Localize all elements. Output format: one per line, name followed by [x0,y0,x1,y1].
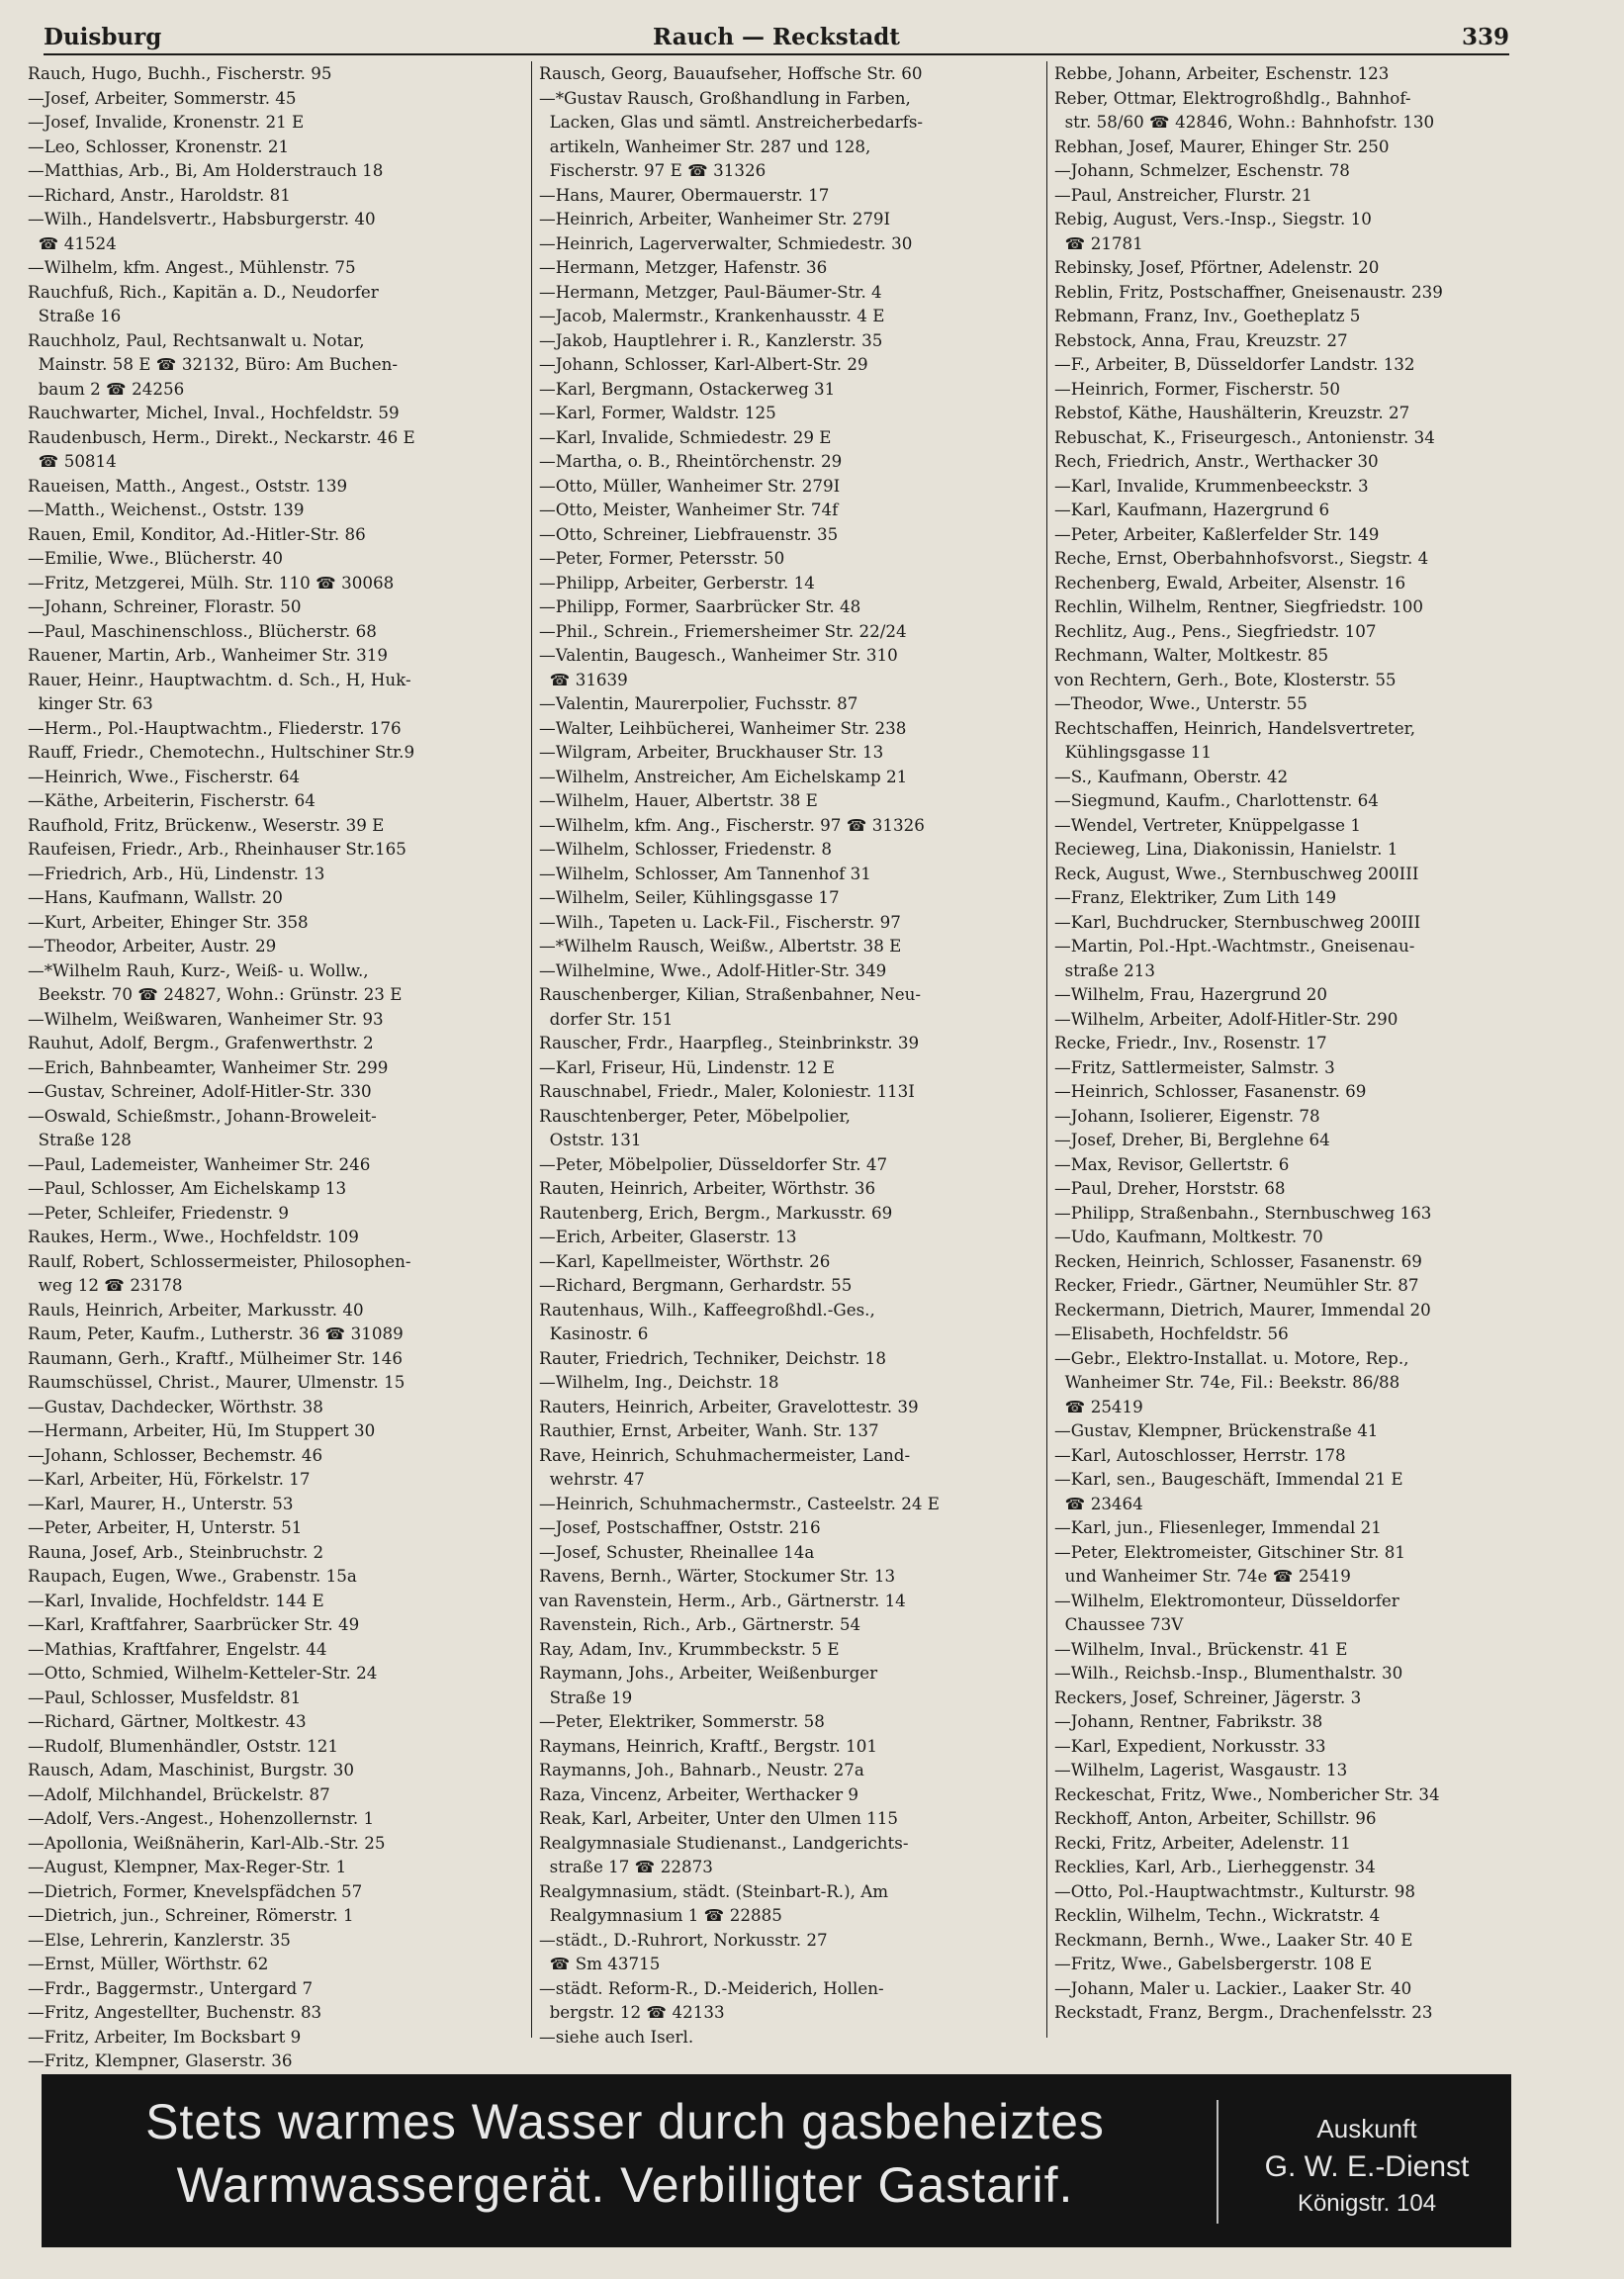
directory-entry: artikeln, Wanheimer Str. 287 und 128, [539,136,871,156]
ad-divider [1217,2100,1218,2224]
directory-entry: —Wilhelm, Elektromonteur, Düsseldorfer [1054,1590,1399,1610]
directory-entry: —Franz, Elektriker, Zum Lith 149 [1054,887,1337,907]
directory-entry: Raukes, Herm., Wwe., Hochfeldstr. 109 [28,1227,359,1246]
directory-entry: Rebuschat, K., Friseurgesch., Antonienstr. 34 [1054,426,1435,447]
directory-entry: Raymanns, Joh., Bahnarb., Neustr. 27a [539,1760,864,1779]
directory-entry: —Wilhelm, Weißwaren, Wanheimer Str. 93 [28,1008,384,1029]
directory-entry: Rebbe, Johann, Arbeiter, Eschenstr. 123 [1054,63,1390,83]
directory-entry: Rechenberg, Ewald, Arbeiter, Alsenstr. 16 [1054,572,1406,593]
directory-entry: straße 17 ☎ 22873 [539,1857,713,1876]
directory-entry: —Heinrich, Former, Fischerstr. 50 [1054,378,1341,399]
directory-entry: Recken, Heinrich, Schlosser, Fasanenstr. 69 [1054,1250,1422,1271]
directory-entry: —Karl, Kapellmeister, Wörthstr. 26 [539,1250,831,1271]
directory-entry: Rauten, Heinrich, Arbeiter, Wörthstr. 36 [539,1178,876,1198]
directory-entry: —Max, Revisor, Gellertstr. 6 [1054,1153,1290,1174]
directory-entry: —*Gustav Rausch, Großhandlung in Farben, [539,87,911,108]
directory-entry: Recker, Friedr., Gärtner, Neumühler Str. 87 [1054,1275,1419,1295]
directory-entry: baum 2 ☎ 24256 [28,378,185,399]
directory-entry: Rauch, Hugo, Buchh., Fischerstr. 95 [28,63,332,83]
directory-entry: —Gustav, Dachdecker, Wörthstr. 38 [28,1396,323,1416]
directory-entry: Rebstof, Käthe, Haushälterin, Kreuzstr. 27 [1054,403,1410,422]
directory-entry: —Paul, Anstreicher, Flurstr. 21 [1054,184,1312,205]
directory-entry: —Wilh., Tapeten u. Lack-Fil., Fischerstr. 97 [539,911,901,932]
directory-entry: —Matthias, Arb., Bi, Am Holderstrauch 18 [28,160,384,180]
directory-entry: —Fritz, Klempner, Glaserstr. 36 [28,2051,293,2070]
ad-info-label: Auskunft [1316,2114,1417,2143]
directory-entry: —Richard, Anstr., Haroldstr. 81 [28,184,291,205]
directory-entry: —S., Kaufmann, Oberstr. 42 [1054,766,1289,786]
directory-entry: —Karl, sen., Baugeschäft, Immendal 21 E [1054,1469,1403,1489]
directory-entry: —Wilhelm, kfm. Angest., Mühlenstr. 75 [28,257,356,277]
directory-entry: Rausch, Adam, Maschinist, Burgstr. 30 [28,1760,354,1779]
directory-entry: Straße 16 [28,306,122,325]
directory-entry: Rausch, Georg, Bauaufseher, Hoffsche Str. 60 [539,63,923,83]
directory-entry: —*Wilhelm Rausch, Weißw., Albertstr. 38 E [539,936,902,956]
directory-entry: Oststr. 131 [539,1130,642,1149]
directory-entry: —Otto, Meister, Wanheimer Str. 74f [539,500,839,519]
directory-entry: Mainstr. 58 E ☎ 32132, Büro: Am Buchen- [28,354,399,374]
directory-entry: —Fritz, Sattlermeister, Salmstr. 3 [1054,1056,1335,1077]
directory-entry: —Peter, Arbeiter, Kaßlerfelder Str. 149 [1054,523,1380,544]
directory-entry: Raufhold, Fritz, Brückenw., Weserstr. 39 E [28,814,385,835]
directory-entry: —Karl, Former, Waldstr. 125 [539,403,776,422]
directory-entry: —Else, Lehrerin, Kanzlerstr. 35 [28,1929,291,1950]
directory-entry: —Karl, Autoschlosser, Herrstr. 178 [1054,1444,1346,1465]
directory-entry: —Oswald, Schießmstr., Johann-Broweleit- [28,1105,377,1126]
directory-entry: —Karl, Invalide, Krummenbeeckstr. 3 [1054,475,1369,496]
directory-entry: Reckers, Josef, Schreiner, Jägerstr. 3 [1054,1686,1362,1707]
page-number: 339 [1461,24,1509,50]
directory-entry: Rauener, Martin, Arb., Wanheimer Str. 319 [28,645,389,665]
directory-entry: —Fritz, Arbeiter, Im Bocksbart 9 [28,2026,302,2047]
directory-entry: —Adolf, Milchhandel, Brückelstr. 87 [28,1783,330,1804]
directory-entry: —Paul, Lademeister, Wanheimer Str. 246 [28,1153,371,1174]
directory-entry: —Siegmund, Kaufm., Charlottenstr. 64 [1054,790,1379,810]
directory-entry: —Wilhelm, Schlosser, Friedenstr. 8 [539,839,832,859]
directory-entry: —Johann, Maler u. Lackier., Laaker Str. 40 [1054,1977,1412,1998]
directory-entry: Rautenhaus, Wilh., Kaffeegroßhdl.-Ges., [539,1299,875,1320]
directory-entry: —Karl, jun., Fliesenleger, Immendal 21 [1054,1517,1382,1537]
directory-entry: —Richard, Gärtner, Moltkestr. 43 [28,1711,307,1731]
directory-entry: —Otto, Müller, Wanheimer Str. 279I [539,475,841,496]
directory-entry: —Wilhelm, Frau, Hazergrund 20 [1054,984,1327,1004]
directory-entry: —Peter, Schleifer, Friedenstr. 9 [28,1202,289,1223]
directory-entry: —Paul, Schlosser, Musfeldstr. 81 [28,1686,302,1707]
directory-entry: Rebhan, Josef, Maurer, Ehinger Str. 250 [1054,136,1390,156]
directory-entry: —Karl, Kaufmann, Hazergrund 6 [1054,500,1330,519]
directory-entry: —Ernst, Müller, Wörthstr. 62 [28,1954,269,1973]
directory-entry: Raufeisen, Friedr., Arb., Rheinhauser Str.165 [28,839,406,859]
directory-entry: —Wilhelm, Hauer, Albertstr. 38 E [539,790,818,810]
directory-entry: —Gustav, Klempner, Brückenstraße 41 [1054,1420,1379,1440]
directory-entry: —Wilhelm, Anstreicher, Am Eichelskamp 21 [539,766,908,786]
directory-entry: —Peter, Elektromeister, Gitschiner Str. 81 [1054,1541,1405,1562]
directory-entry: —Richard, Bergmann, Gerhardstr. 55 [539,1275,853,1295]
directory-entry: Rebstock, Anna, Frau, Kreuzstr. 27 [1054,329,1348,350]
directory-entry: —Wendel, Vertreter, Knüppelgasse 1 [1054,814,1361,835]
directory-entry: Ravenstein, Rich., Arb., Gärtnerstr. 54 [539,1614,861,1634]
directory-entry: —Wilhelm, Arbeiter, Adolf-Hitler-Str. 290 [1054,1008,1398,1029]
directory-entry: —Heinrich, Schlosser, Fasanenstr. 69 [1054,1081,1367,1101]
directory-entry: Reckermann, Dietrich, Maurer, Immendal 20 [1054,1299,1431,1320]
directory-entry: —Johann, Rentner, Fabrikstr. 38 [1054,1711,1323,1731]
directory-entry: —Friedrich, Arb., Hü, Lindenstr. 13 [28,863,325,883]
directory-column-2 [539,61,1020,2047]
advertisement-banner [42,2074,1511,2247]
directory-entry: von Rechtern, Gerh., Bote, Klosterstr. 55 [1054,669,1397,689]
directory-entry: Realgymnasium 1 ☎ 22885 [539,1905,782,1925]
ad-slogan [42,2090,1209,2217]
directory-entry: bergstr. 12 ☎ 42133 [539,2002,725,2022]
directory-entry: —städt., D.-Ruhrort, Norkusstr. 27 [539,1929,828,1950]
directory-entry: —Fritz, Wwe., Gabelsbergerstr. 108 E [1054,1954,1373,1973]
directory-entry: ☎ 21781 [1054,232,1143,253]
directory-entry: —Leo, Schlosser, Kronenstr. 21 [28,136,290,156]
directory-entry: Rauschnabel, Friedr., Maler, Koloniestr. 113I [539,1081,915,1101]
directory-entry: —Karl, Expedient, Norkusstr. 33 [1054,1735,1326,1756]
directory-entry: Lacken, Glas und sämtl. Anstreicherbedarfs- [539,112,924,132]
directory-entry: —Wilh., Reichsb.-Insp., Blumenthalstr. 30 [1054,1663,1403,1683]
directory-entry: Kasinostr. 6 [539,1323,649,1343]
directory-entry: —Karl, Invalide, Schmiedestr. 29 E [539,426,832,447]
directory-entry: —Käthe, Arbeiterin, Fischerstr. 64 [28,790,316,810]
directory-entry: Rebinsky, Josef, Pförtner, Adelenstr. 20 [1054,257,1380,277]
directory-entry: —Otto, Pol.-Hauptwachtmstr., Kulturstr. 98 [1054,1880,1416,1901]
directory-entry: —Wilhelmine, Wwe., Adolf-Hitler-Str. 349 [539,959,887,980]
directory-entry: —Adolf, Vers.-Angest., Hohenzollernstr. 1 [28,1808,375,1828]
directory-entry: —Josef, Dreher, Bi, Berglehne 64 [1054,1130,1330,1149]
directory-entry: —Karl, Bergmann, Ostackerweg 31 [539,378,836,399]
directory-entry: Straße 128 [28,1130,132,1149]
directory-entry: straße 213 [1054,959,1155,980]
directory-entry: ☎ Sm 43715 [539,1954,661,1973]
directory-entry: Reckmann, Bernh., Wwe., Laaker Str. 40 E [1054,1929,1413,1950]
directory-entry: Raupach, Eugen, Wwe., Grabenstr. 15a [28,1566,357,1586]
directory-entry: wehrstr. 47 [539,1469,645,1489]
directory-entry: —Jacob, Malermstr., Krankenhausstr. 4 E [539,306,885,325]
directory-entry: —Dietrich, jun., Schreiner, Römerstr. 1 [28,1905,354,1925]
directory-entry: Recklies, Karl, Arb., Lierheggenstr. 34 [1054,1857,1376,1876]
directory-entry: Kühlingsgasse 11 [1054,742,1213,762]
directory-entry: —Peter, Arbeiter, H, Unterstr. 51 [28,1517,303,1537]
directory-entry: —Hans, Kaufmann, Wallstr. 20 [28,887,283,907]
directory-entry: ☎ 41524 [28,232,117,253]
column-divider [531,61,532,2038]
directory-entry: —Karl, Arbeiter, Hü, Förkelstr. 17 [28,1469,311,1489]
ad-service-name: G. W. E.-Dienst [1264,2150,1470,2183]
directory-entry: Reber, Ottmar, Elektrogroßhdlg., Bahnhof- [1054,87,1411,108]
directory-entry: —Martha, o. B., Rheintörchenstr. 29 [539,451,843,471]
directory-entry: —Karl, Kraftfahrer, Saarbrücker Str. 49 [28,1614,360,1634]
directory-entry: —F., Arbeiter, B, Düsseldorfer Landstr. 132 [1054,354,1415,374]
directory-entry: —Frdr., Baggermstr., Untergard 7 [28,1977,314,1998]
directory-entry: —Rudolf, Blumenhändler, Oststr. 121 [28,1735,338,1756]
ad-line-2: Warmwassergerät. Verbilligter Gastarif. [176,2157,1074,2213]
directory-entry: —Peter, Former, Petersstr. 50 [539,548,785,568]
directory-entry: —Josef, Schuster, Rheinallee 14a [539,1541,815,1562]
directory-entry: Recieweg, Lina, Diakonissin, Hanielstr. 1 [1054,839,1398,859]
directory-entry: —Karl, Friseur, Hü, Lindenstr. 12 E [539,1056,835,1077]
directory-entry: Raulf, Robert, Schlossermeister, Philosophen- [28,1250,411,1271]
directory-entry: Recki, Fritz, Arbeiter, Adelenstr. 11 [1054,1832,1351,1853]
directory-entry: —Hermann, Metzger, Hafenstr. 36 [539,257,828,277]
directory-entry: —Heinrich, Schuhmachermstr., Casteelstr. 24 E [539,1493,940,1513]
directory-entry: Rave, Heinrich, Schuhmachermeister, Land- [539,1444,911,1465]
directory-entry: —Johann, Schlosser, Bechemstr. 46 [28,1444,323,1465]
directory-entry: —Martin, Pol.-Hpt.-Wachtmstr., Gneisenau- [1054,936,1415,956]
directory-entry: Reckhoff, Anton, Arbeiter, Schillstr. 96 [1054,1808,1377,1828]
directory-entry: Chaussee 73V [1054,1614,1184,1634]
directory-entry: —Emilie, Wwe., Blücherstr. 40 [28,548,283,568]
directory-entry: —Paul, Schlosser, Am Eichelskamp 13 [28,1178,347,1198]
directory-entry: Rauschenberger, Kilian, Straßenbahner, Neu- [539,984,922,1004]
directory-entry: weg 12 ☎ 23178 [28,1275,183,1295]
directory-entry: Rauchholz, Paul, Rechtsanwalt u. Notar, [28,329,365,350]
directory-entry: Realgymnasium, städt. (Steinbart-R.), Am [539,1880,889,1901]
directory-entry: Recke, Friedr., Inv., Rosenstr. 17 [1054,1033,1327,1052]
ad-address: Königstr. 104 [1297,2190,1437,2217]
directory-entry: —Wilhelm, Ing., Deichstr. 18 [539,1372,779,1392]
directory-entry: —Josef, Arbeiter, Sommerstr. 45 [28,87,297,108]
directory-column-3 [1054,61,1535,2038]
directory-entry: Rauthier, Ernst, Arbeiter, Wanh. Str. 137 [539,1420,879,1440]
directory-entry: Raumschüssel, Christ., Maurer, Ulmenstr. 15 [28,1372,406,1392]
directory-entry: Beekstr. 70 ☎ 24827, Wohn.: Grünstr. 23 E [28,984,403,1004]
directory-entry: Rauchfuß, Rich., Kapitän a. D., Neudorfer [28,281,379,302]
directory-entry: Rauhut, Adolf, Bergm., Grafenwerthstr. 2 [28,1033,374,1052]
directory-entry: Raymann, Johs., Arbeiter, Weißenburger [539,1663,878,1683]
directory-entry: Rauscher, Frdr., Haarpfleg., Steinbrinkstr. 39 [539,1033,920,1052]
directory-entry: Reck, August, Wwe., Sternbuschweg 200III [1054,863,1419,883]
directory-entry: —siehe auch Iserl. [539,2026,694,2047]
directory-entry: Rautenberg, Erich, Bergm., Markusstr. 69 [539,1202,893,1223]
directory-entry: Reche, Ernst, Oberbahnhofsvorst., Siegstr. 4 [1054,548,1429,568]
directory-entry: —Valentin, Maurerpolier, Fuchsstr. 87 [539,693,858,713]
directory-entry: Rechmann, Walter, Moltkestr. 85 [1054,645,1329,665]
page-header [44,24,1509,55]
directory-entry: —August, Klempner, Max-Reger-Str. 1 [28,1857,347,1876]
directory-entry: Rechlin, Wilhelm, Rentner, Siegfriedstr. 100 [1054,596,1424,616]
directory-entry: —Otto, Schreiner, Liebfrauenstr. 35 [539,523,839,544]
directory-entry: —Wilhelm, Seiler, Kühlingsgasse 17 [539,887,840,907]
directory-entry: Reak, Karl, Arbeiter, Unter den Ulmen 115 [539,1808,898,1828]
column-divider [1046,61,1047,2038]
directory-entry: —Karl, Buchdrucker, Sternbuschweg 200III [1054,911,1421,932]
directory-entry: Rauls, Heinrich, Arbeiter, Markusstr. 40 [28,1299,364,1320]
directory-entry: und Wanheimer Str. 74e ☎ 25419 [1054,1566,1351,1586]
directory-entry: —Hermann, Arbeiter, Hü, Im Stuppert 30 [28,1420,376,1440]
directory-entry: —Wilhelm, kfm. Ang., Fischerstr. 97 ☎ 31326 [539,814,925,835]
directory-entry: ☎ 25419 [1054,1396,1143,1416]
directory-entry: Raumann, Gerh., Kraftf., Mülheimer Str. 146 [28,1347,403,1368]
directory-entry: —Wilh., Handelsvertr., Habsburgerstr. 40 [28,209,376,228]
directory-entry: Ravens, Bernh., Wärter, Stockumer Str. 13 [539,1566,896,1586]
directory-entry: —Wilhelm, Lagerist, Wasgaustr. 13 [1054,1760,1348,1779]
directory-entry: —Josef, Invalide, Kronenstr. 21 E [28,112,305,132]
header-city: Duisburg [44,24,162,50]
directory-entry: Rauters, Heinrich, Arbeiter, Gravelottestr. 39 [539,1396,919,1416]
directory-entry: —Kurt, Arbeiter, Ehinger Str. 358 [28,911,309,932]
directory-entry: —Udo, Kaufmann, Moltkestr. 70 [1054,1227,1323,1246]
directory-entry: —Fritz, Metzgerei, Mülh. Str. 110 ☎ 30068 [28,572,395,593]
directory-entry: —Heinrich, Wwe., Fischerstr. 64 [28,766,301,786]
directory-entry: —Wilhelm, Inval., Brückenstr. 41 E [1054,1638,1348,1659]
directory-entry: —Phil., Schrein., Friemersheimer Str. 22/24 [539,620,907,641]
directory-entry: Rechlitz, Aug., Pens., Siegfriedstr. 107 [1054,620,1377,641]
directory-entry: Reckstadt, Franz, Bergm., Drachenfelsstr. 23 [1054,2002,1433,2022]
directory-entry: Raudenbusch, Herm., Direkt., Neckarstr. 46 E [28,426,415,447]
directory-entry: —Johann, Schreiner, Florastr. 50 [28,596,302,616]
directory-entry: —Wilhelm, Schlosser, Am Tannenhof 31 [539,863,871,883]
directory-entry: Raymans, Heinrich, Kraftf., Bergstr. 101 [539,1735,877,1756]
directory-entry: kinger Str. 63 [28,693,153,713]
directory-entry: —Theodor, Wwe., Unterstr. 55 [1054,693,1308,713]
directory-entry: —Erich, Arbeiter, Glaserstr. 13 [539,1227,797,1246]
directory-entry: Rauer, Heinr., Hauptwachtm. d. Sch., H, Huk- [28,669,411,689]
ad-line-1: Stets warmes Wasser durch gasbeheiztes [145,2094,1105,2149]
ad-contact [1228,2110,1505,2221]
directory-entry: Rauchwarter, Michel, Inval., Hochfeldstr. 59 [28,403,400,422]
directory-entry: —Philipp, Arbeiter, Gerberstr. 14 [539,572,815,593]
directory-entry: —Elisabeth, Hochfeldstr. 56 [1054,1323,1289,1343]
directory-entry: —*Wilhelm Rauh, Kurz-, Weiß- u. Wollw., [28,959,369,980]
directory-entry: —Johann, Schmelzer, Eschenstr. 78 [1054,160,1350,180]
directory-entry: Rauter, Friedrich, Techniker, Deichstr. 18 [539,1347,887,1368]
directory-entry: Rechtschaffen, Heinrich, Handelsvertreter, [1054,717,1416,738]
directory-entry: Rebig, August, Vers.-Insp., Siegstr. 10 [1054,209,1372,228]
directory-entry: —Valentin, Baugesch., Wanheimer Str. 310 [539,645,898,665]
directory-entry: —Philipp, Straßenbahn., Sternbuschweg 163 [1054,1202,1432,1223]
directory-column-1 [28,61,508,2070]
directory-entry: —Hermann, Metzger, Paul-Bäumer-Str. 4 [539,281,882,302]
directory-entry: —Fritz, Angestellter, Buchenstr. 83 [28,2002,322,2022]
directory-entry: ☎ 50814 [28,451,117,471]
directory-entry: —Theodor, Arbeiter, Austr. 29 [28,936,277,956]
directory-entry: Fischerstr. 97 E ☎ 31326 [539,160,767,180]
directory-entry: —Paul, Dreher, Horststr. 68 [1054,1178,1286,1198]
directory-entry: Rech, Friedrich, Anstr., Werthacker 30 [1054,451,1379,471]
directory-entry: —Johann, Isolierer, Eigenstr. 78 [1054,1105,1320,1126]
directory-entry: van Ravenstein, Herm., Arb., Gärtnerstr. 14 [539,1590,906,1610]
directory-entry: Straße 19 [539,1686,633,1707]
directory-entry: Recklin, Wilhelm, Techn., Wickratstr. 4 [1054,1905,1381,1925]
directory-entry: Rauff, Friedr., Chemotechn., Hultschiner Str.9 [28,742,415,762]
directory-entry: Rebmann, Franz, Inv., Goetheplatz 5 [1054,306,1361,325]
directory-entry: —Walter, Leihbücherei, Wanheimer Str. 238 [539,717,907,738]
directory-entry: —Philipp, Former, Saarbrücker Str. 48 [539,596,861,616]
directory-entry: —Erich, Bahnbeamter, Wanheimer Str. 299 [28,1056,389,1077]
directory-entry: ☎ 31639 [539,669,628,689]
directory-entry: Raum, Peter, Kaufm., Lutherstr. 36 ☎ 31089 [28,1323,404,1343]
directory-entry: Rauschtenberger, Peter, Möbelpolier, [539,1105,851,1126]
directory-entry: ☎ 23464 [1054,1493,1143,1513]
directory-entry: —Matth., Weichenst., Oststr. 139 [28,500,305,519]
directory-entry: Ray, Adam, Inv., Krummbeckstr. 5 E [539,1638,840,1659]
directory-entry: —Dietrich, Former, Knevelspfädchen 57 [28,1880,363,1901]
directory-entry: —Peter, Elektriker, Sommerstr. 58 [539,1711,825,1731]
directory-entry: dorfer Str. 151 [539,1008,674,1029]
header-center: Rauch — Reckstadt [653,24,900,50]
directory-entry: —Apollonia, Weißnäherin, Karl-Alb.-Str. 25 [28,1832,386,1853]
directory-entry: —Paul, Maschinenschloss., Blücherstr. 68 [28,620,377,641]
directory-entry: —Wilgram, Arbeiter, Bruckhauser Str. 13 [539,742,884,762]
directory-entry: —Jakob, Hauptlehrer i. R., Kanzlerstr. 35 [539,329,883,350]
directory-entry: —Mathias, Kraftfahrer, Engelstr. 44 [28,1638,327,1659]
directory-entry: —städt. Reform-R., D.-Meiderich, Hollen- [539,1977,884,1998]
directory-entry: —Hans, Maurer, Obermauerstr. 17 [539,184,830,205]
directory-entry: —Gustav, Schreiner, Adolf-Hitler-Str. 330 [28,1081,372,1101]
directory-entry: Rauna, Josef, Arb., Steinbruchstr. 2 [28,1541,324,1562]
directory-entry: —Heinrich, Lagerverwalter, Schmiedestr. 30 [539,232,913,253]
directory-entry: Reblin, Fritz, Postschaffner, Gneisenaustr. 239 [1054,281,1443,302]
directory-entry: str. 58/60 ☎ 42846, Wohn.: Bahnhofstr. 130 [1054,112,1435,132]
directory-entry: Raueisen, Matth., Angest., Oststr. 139 [28,475,348,496]
directory-entry: Wanheimer Str. 74e, Fil.: Beekstr. 86/88 [1054,1372,1400,1392]
directory-entry: —Karl, Maurer, H., Unterstr. 53 [28,1493,294,1513]
directory-entry: —Karl, Invalide, Hochfeldstr. 144 E [28,1590,324,1610]
directory-entry: —Josef, Postschaffner, Oststr. 216 [539,1517,821,1537]
directory-entry: —Peter, Möbelpolier, Düsseldorfer Str. 47 [539,1153,888,1174]
directory-entry: —Heinrich, Arbeiter, Wanheimer Str. 279I [539,209,891,228]
directory-entry: Reckeschat, Fritz, Wwe., Nombericher Str. 34 [1054,1783,1440,1804]
directory-entry: —Otto, Schmied, Wilhelm-Ketteler-Str. 24 [28,1663,378,1683]
directory-entry: Rauen, Emil, Konditor, Ad.-Hitler-Str. 86 [28,523,366,544]
directory-entry: —Johann, Schlosser, Karl-Albert-Str. 29 [539,354,868,374]
directory-entry: —Herm., Pol.-Hauptwachtm., Fliederstr. 176 [28,717,402,738]
directory-entry: —Gebr., Elektro-Installat. u. Motore, Rep., [1054,1347,1409,1368]
directory-entry: Realgymnasiale Studienanst., Landgerichts- [539,1832,909,1853]
directory-entry: Raza, Vincenz, Arbeiter, Werthacker 9 [539,1783,858,1804]
